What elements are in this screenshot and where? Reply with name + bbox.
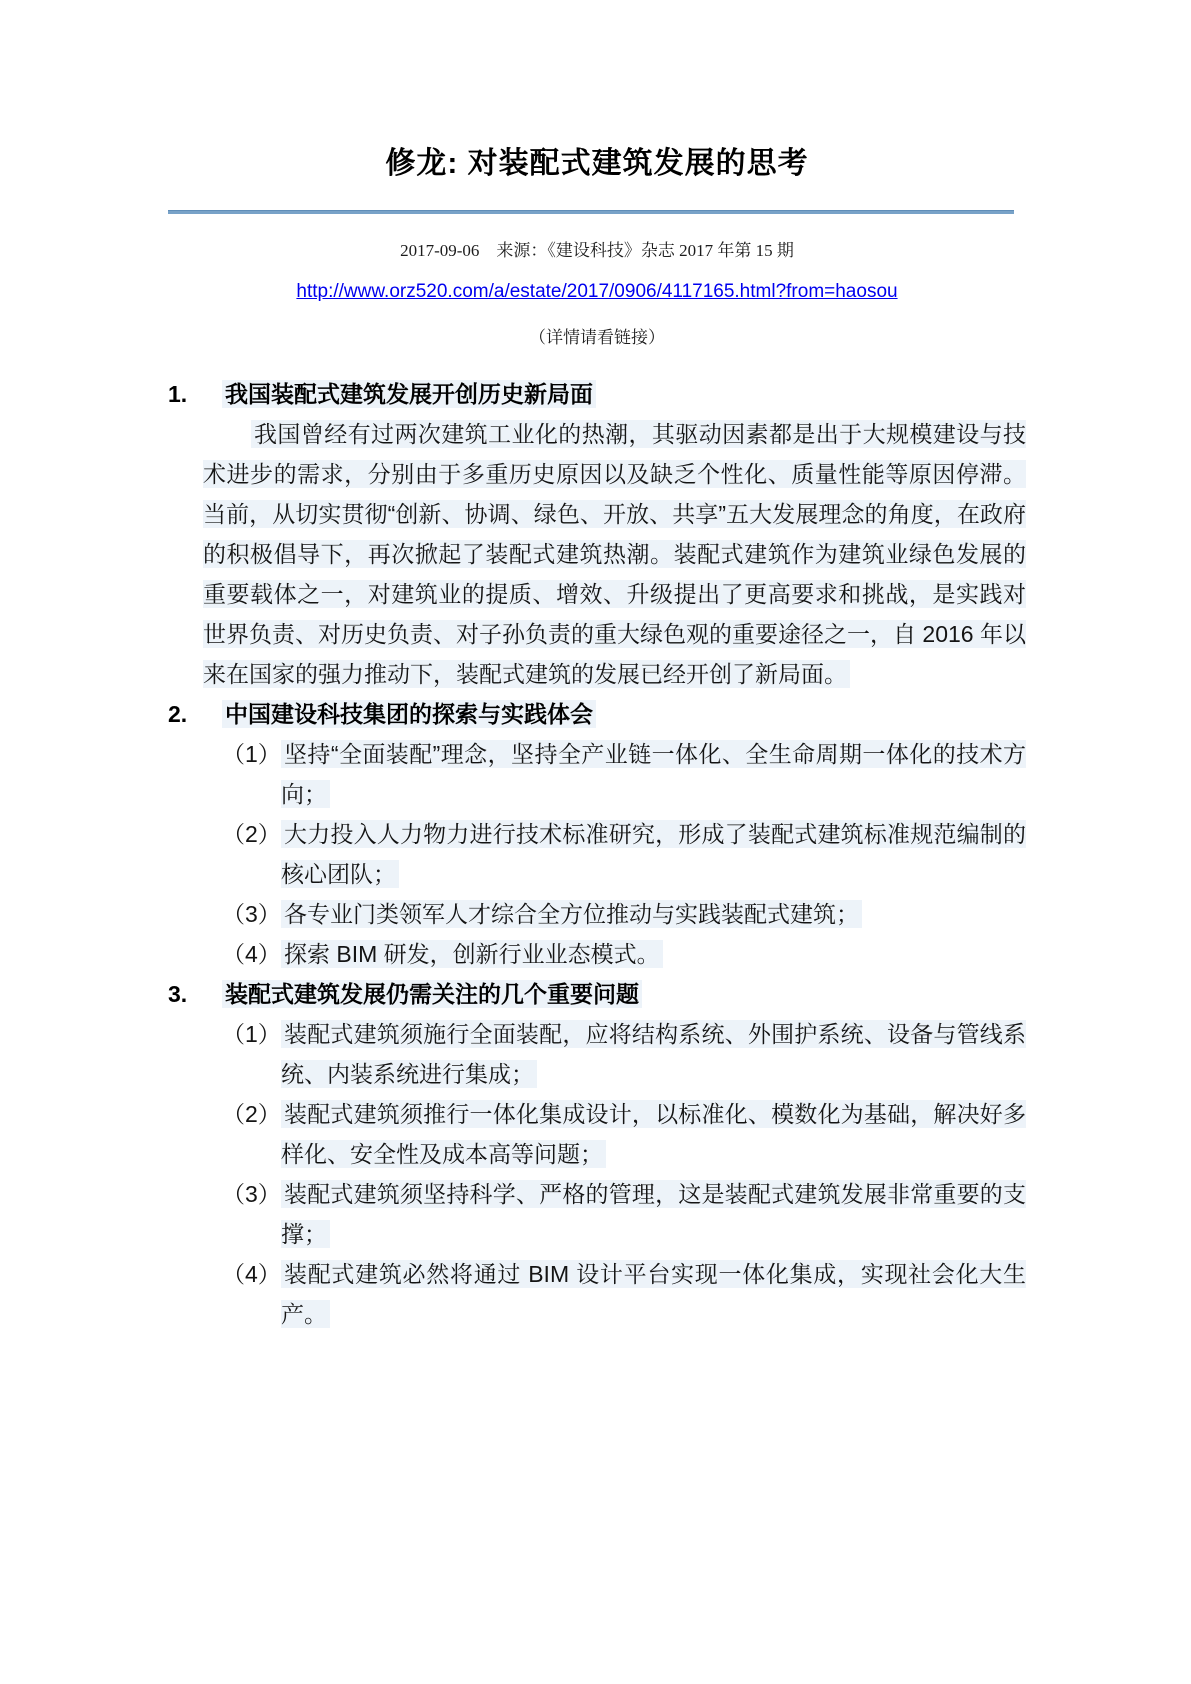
section-3-heading [168,974,1026,1014]
item-marker: （2） [222,821,281,847]
section-2-number: 2. [168,701,188,727]
list-item [168,1014,1026,1094]
meta-line: 2017-09-06 来源：《建设科技》杂志 2017 年第 15 期 [400,241,794,260]
item-text: 探索 BIM 研发，创新行业业态模式。 [281,940,663,968]
article-link[interactable]: http://www.orz520.com/a/estate/2017/0906/4117165.html?from=haosou [296,281,898,302]
item-marker: （1） [222,741,281,767]
section-2-heading [168,694,1026,734]
title-divider [168,210,1014,214]
list-item [168,934,1026,974]
item-marker: （4） [222,1261,281,1287]
item-text: 大力投入人力物力进行技术标准研究，形成了装配式建筑标准规范编制的核心团队； [281,821,1026,887]
item-text: 装配式建筑须施行全面装配，应将结构系统、外围护系统、设备与管线系统、内装系统进行集成； [281,1021,1026,1087]
item-text: 装配式建筑须坚持科学、严格的管理，这是装配式建筑发展非常重要的支撑； [281,1181,1026,1247]
page-title: 修龙: 对装配式建筑发展的思考 [385,147,809,180]
list-item [168,1254,1026,1334]
section-3-number: 3. [168,981,188,1007]
item-marker: （1） [222,1021,281,1047]
section-1-paragraph: 我国曾经有过两次建筑工业化的热潮，其驱动因素都是出于大规模建设与技术进步的需求，分别由于多重历史原因以及缺乏个性化、质量性能等原因停滞。当前，从切实贯彻“创新、协调、绿色、开放、共享”五大发展理念的角度，在政府的积极倡导下，再次掀起了装配式建筑热潮。装配式建筑作为建筑业绿色发展的重要载体之一，对建筑业的提质、增效、升级提出了更高要求和挑战，是实践对世界负责、对历史负责、对子孙负责的重大绿色观的重要途径之一，自 2016 年以来在国家的强力推动下，装配式建筑的发展已经开创了新局面。 [203,421,1026,687]
item-text: 坚持“全面装配”理念，坚持全产业链一体化、全生命周期一体化的技术方向； [281,741,1026,807]
item-text: 各专业门类领军人才综合全方位推动与实践装配式建筑； [281,900,862,928]
list-item [168,734,1026,814]
list-item [168,1174,1026,1254]
item-marker: （3） [222,901,281,927]
list-item [168,1094,1026,1174]
link-line [168,278,1026,305]
list-item [168,894,1026,934]
note-line: （详情请看链接） [529,328,665,347]
article-body [168,374,1026,1334]
list-item [168,814,1026,894]
item-text: 装配式建筑须推行一体化集成设计，以标准化、模数化为基础，解决好多样化、安全性及成本高等问题； [281,1101,1026,1167]
section-1-heading-text: 我国装配式建筑发展开创历史新局面 [222,374,596,414]
item-marker: （3） [222,1181,281,1207]
section-1-number: 1. [168,381,188,407]
section-1-heading [168,374,1026,414]
item-marker: （4） [222,941,281,967]
section-2-heading-text: 中国建设科技集团的探索与实践体会 [222,694,596,734]
item-marker: （2） [222,1101,281,1127]
item-text: 装配式建筑必然将通过 BIM 设计平台实现一体化集成，实现社会化大生产。 [281,1261,1026,1327]
section-3-heading-text: 装配式建筑发展仍需关注的几个重要问题 [222,974,642,1014]
